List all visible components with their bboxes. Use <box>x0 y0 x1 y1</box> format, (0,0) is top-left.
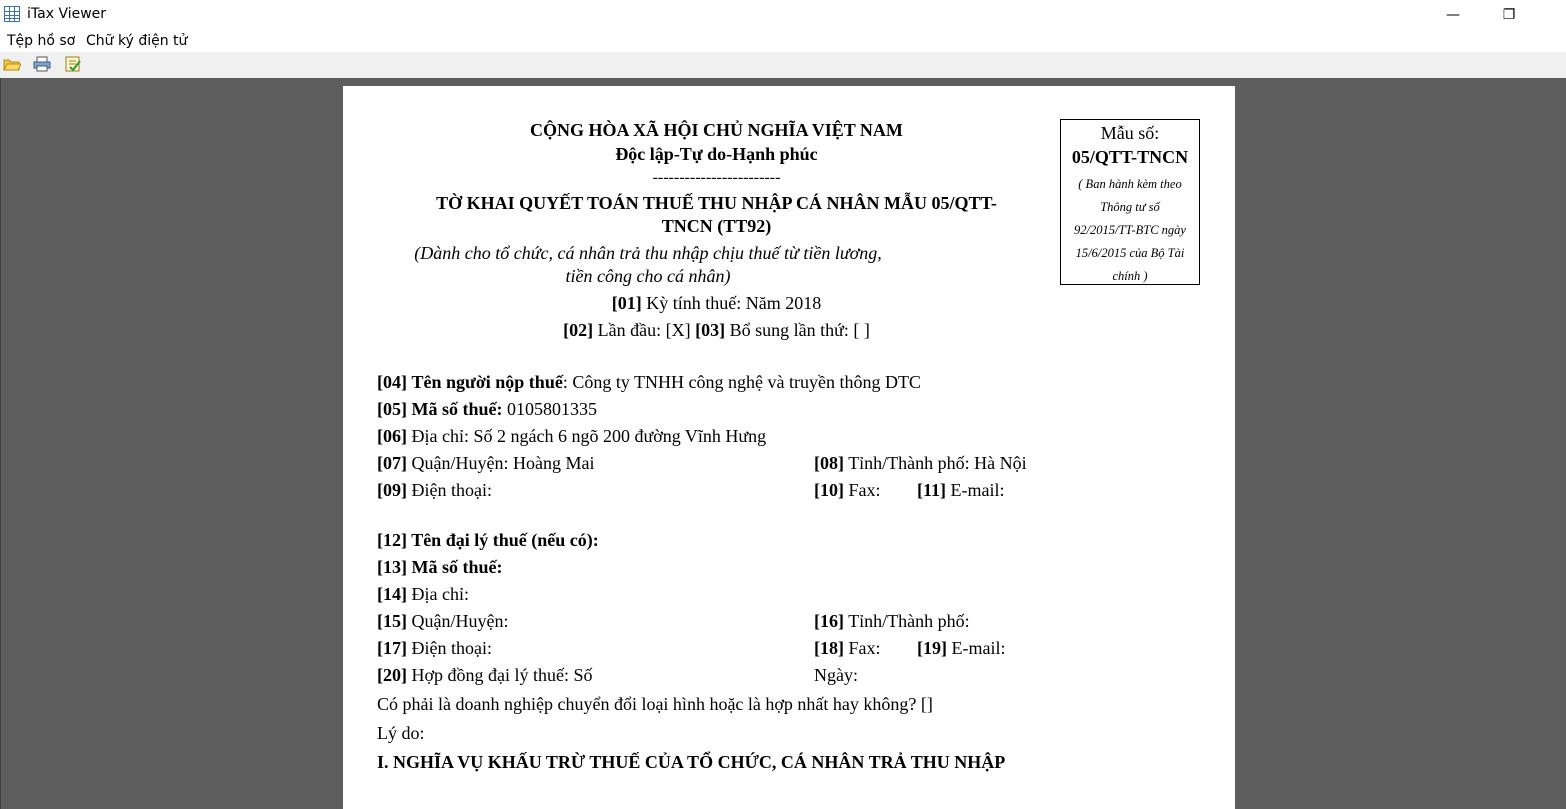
print-button[interactable] <box>33 56 53 74</box>
open-folder-icon <box>3 56 21 72</box>
taxpayer-province-value: Tỉnh/Thành phố: Hà Nội <box>848 453 1027 473</box>
taxpayer-email-line <box>917 479 1004 501</box>
field-label: Tên người nộp thuế <box>411 372 563 392</box>
form-note-line: chính ) <box>1112 269 1148 283</box>
field-code: [11] <box>917 480 946 500</box>
field-code: [02] <box>563 320 594 340</box>
field-code: [06] <box>377 426 407 446</box>
print-icon <box>33 56 51 72</box>
taxpayer-name-line <box>377 371 921 393</box>
field-code: [20] <box>377 665 407 685</box>
first-time-value: Lần đầu: [X] <box>597 320 691 340</box>
country-heading: CỘNG HÒA XÃ HỘI CHỦ NGHĨA VIỆT NAM <box>530 120 903 140</box>
minimize-button[interactable] <box>1430 0 1476 30</box>
taxpayer-tin-line <box>377 398 597 420</box>
form-title-line2: TNCN (TT92) <box>661 216 772 236</box>
field-label: Điện thoại: <box>411 638 492 658</box>
maximize-button[interactable] <box>1486 0 1532 30</box>
form-note-line: 92/2015/TT-BTC ngày <box>1074 223 1186 237</box>
field-label: Điện thoại: <box>411 480 492 500</box>
reason-label: Lý do: <box>377 723 425 743</box>
taxpayer-address-line <box>377 425 766 447</box>
section-1-title: I. NGHĨA VỤ KHẤU TRỪ THUẾ CỦA TỔ CHỨC, CÁ NHÂN TRẢ THU NHẬP <box>377 752 1006 772</box>
agent-contract-line <box>377 664 593 686</box>
form-code-box <box>1060 119 1200 285</box>
maximize-icon: ❐ <box>1502 7 1516 23</box>
tax-period-value: Kỳ tính thuế: Năm 2018 <box>646 293 822 313</box>
taxpayer-district-value: Quận/Huyện: Hoàng Mai <box>411 453 595 473</box>
taxpayer-name-value: : Công ty TNHH công nghệ và truyền thông DTC <box>562 372 921 392</box>
menu-item-digital-signature[interactable]: Chữ ký điện tử <box>86 33 188 49</box>
field-code: [15] <box>377 611 407 631</box>
menu-item-file[interactable]: Tệp hồ sơ <box>7 33 76 49</box>
field-code: [07] <box>377 453 407 473</box>
minimize-icon: — <box>1446 7 1460 23</box>
form-subtitle-line2: tiền công cho cá nhân) <box>565 266 731 286</box>
field-code: [16] <box>814 611 844 631</box>
verify-button[interactable] <box>64 56 84 74</box>
window-title: iTax Viewer <box>27 6 107 22</box>
tax-period-line <box>423 292 1010 314</box>
motto-heading: Độc lập-Tự do-Hạnh phúc <box>615 144 818 164</box>
field-label: Quận/Huyện: <box>411 611 509 631</box>
form-note-line: Thông tư số <box>1100 200 1160 214</box>
agent-contract-date-line: Ngày: <box>814 665 858 685</box>
form-title-line1: TỜ KHAI QUYẾT TOÁN THUẾ THU NHẬP CÁ NHÂN MẪU 05/QTT- <box>436 193 997 213</box>
conversion-question: Có phải là doanh nghiệp chuyển đổi loại hình hoặc là hợp nhất hay không? [] <box>377 694 933 714</box>
taxpayer-phone-line <box>377 479 492 501</box>
field-label: Hợp đồng đại lý thuế: Số <box>411 665 593 685</box>
field-label: E-mail: <box>951 638 1006 658</box>
taxpayer-tin-value: 0105801335 <box>507 399 597 419</box>
agent-tin-line <box>377 556 503 578</box>
form-code-value: 05/QTT-TNCN <box>1071 147 1189 167</box>
menu-bar <box>0 30 1566 52</box>
field-code: [05] <box>377 399 407 419</box>
field-label: Tỉnh/Thành phố: <box>848 611 970 631</box>
toolbar <box>0 52 1566 78</box>
agent-email-line <box>917 637 1005 659</box>
taxpayer-province-line <box>814 452 1027 474</box>
header-separator: ------------------------ <box>652 169 781 186</box>
checklist-icon <box>64 56 82 72</box>
taxpayer-fax-line <box>814 479 881 501</box>
agent-phone-line <box>377 637 492 659</box>
taxpayer-district-line <box>377 452 594 474</box>
field-code: [08] <box>814 453 844 473</box>
document-page <box>343 86 1235 809</box>
field-label: E-mail: <box>950 480 1005 500</box>
field-code: [03] <box>695 320 726 340</box>
field-code: [14] <box>377 584 407 604</box>
agent-fax-line <box>814 637 881 659</box>
field-code: [17] <box>377 638 407 658</box>
agent-address-line <box>377 583 469 605</box>
agent-name-line <box>377 529 599 551</box>
field-label: Fax: <box>848 480 881 500</box>
agent-district-line <box>377 610 508 632</box>
form-code-note <box>1061 173 1199 288</box>
field-code: [18] <box>814 638 844 658</box>
form-subtitle-line1: (Dành cho tổ chức, cá nhân trả thu nhập chịu thuế từ tiền lương, <box>414 243 882 263</box>
field-code: [12] <box>377 530 407 550</box>
field-code: [13] <box>377 557 407 577</box>
agent-province-line <box>814 610 970 632</box>
form-note-line: 15/6/2015 của Bộ Tài <box>1075 246 1185 260</box>
taxpayer-address-value: Địa chỉ: Số 2 ngách 6 ngõ 200 đường Vĩnh Hưng <box>411 426 767 446</box>
field-label: Mã số thuế: <box>411 399 503 419</box>
app-grid-icon <box>4 6 20 22</box>
field-code: [19] <box>917 638 947 658</box>
field-label: Địa chỉ: <box>411 584 469 604</box>
form-note-line: ( Ban hành kèm theo <box>1078 177 1182 191</box>
open-button[interactable] <box>3 56 23 74</box>
supplement-value: Bổ sung lần thứ: [ ] <box>729 320 870 340</box>
field-code: [01] <box>611 293 642 313</box>
field-code: [09] <box>377 480 407 500</box>
submission-type-line <box>423 319 1010 341</box>
title-bar <box>0 0 1566 30</box>
field-code: [04] <box>377 372 407 392</box>
form-code-label: Mẫu số: <box>1100 123 1160 143</box>
field-code: [10] <box>814 480 844 500</box>
field-label: Fax: <box>848 638 881 658</box>
field-label: Mã số thuế: <box>411 557 503 577</box>
field-label: Tên đại lý thuế (nếu có): <box>411 530 599 550</box>
